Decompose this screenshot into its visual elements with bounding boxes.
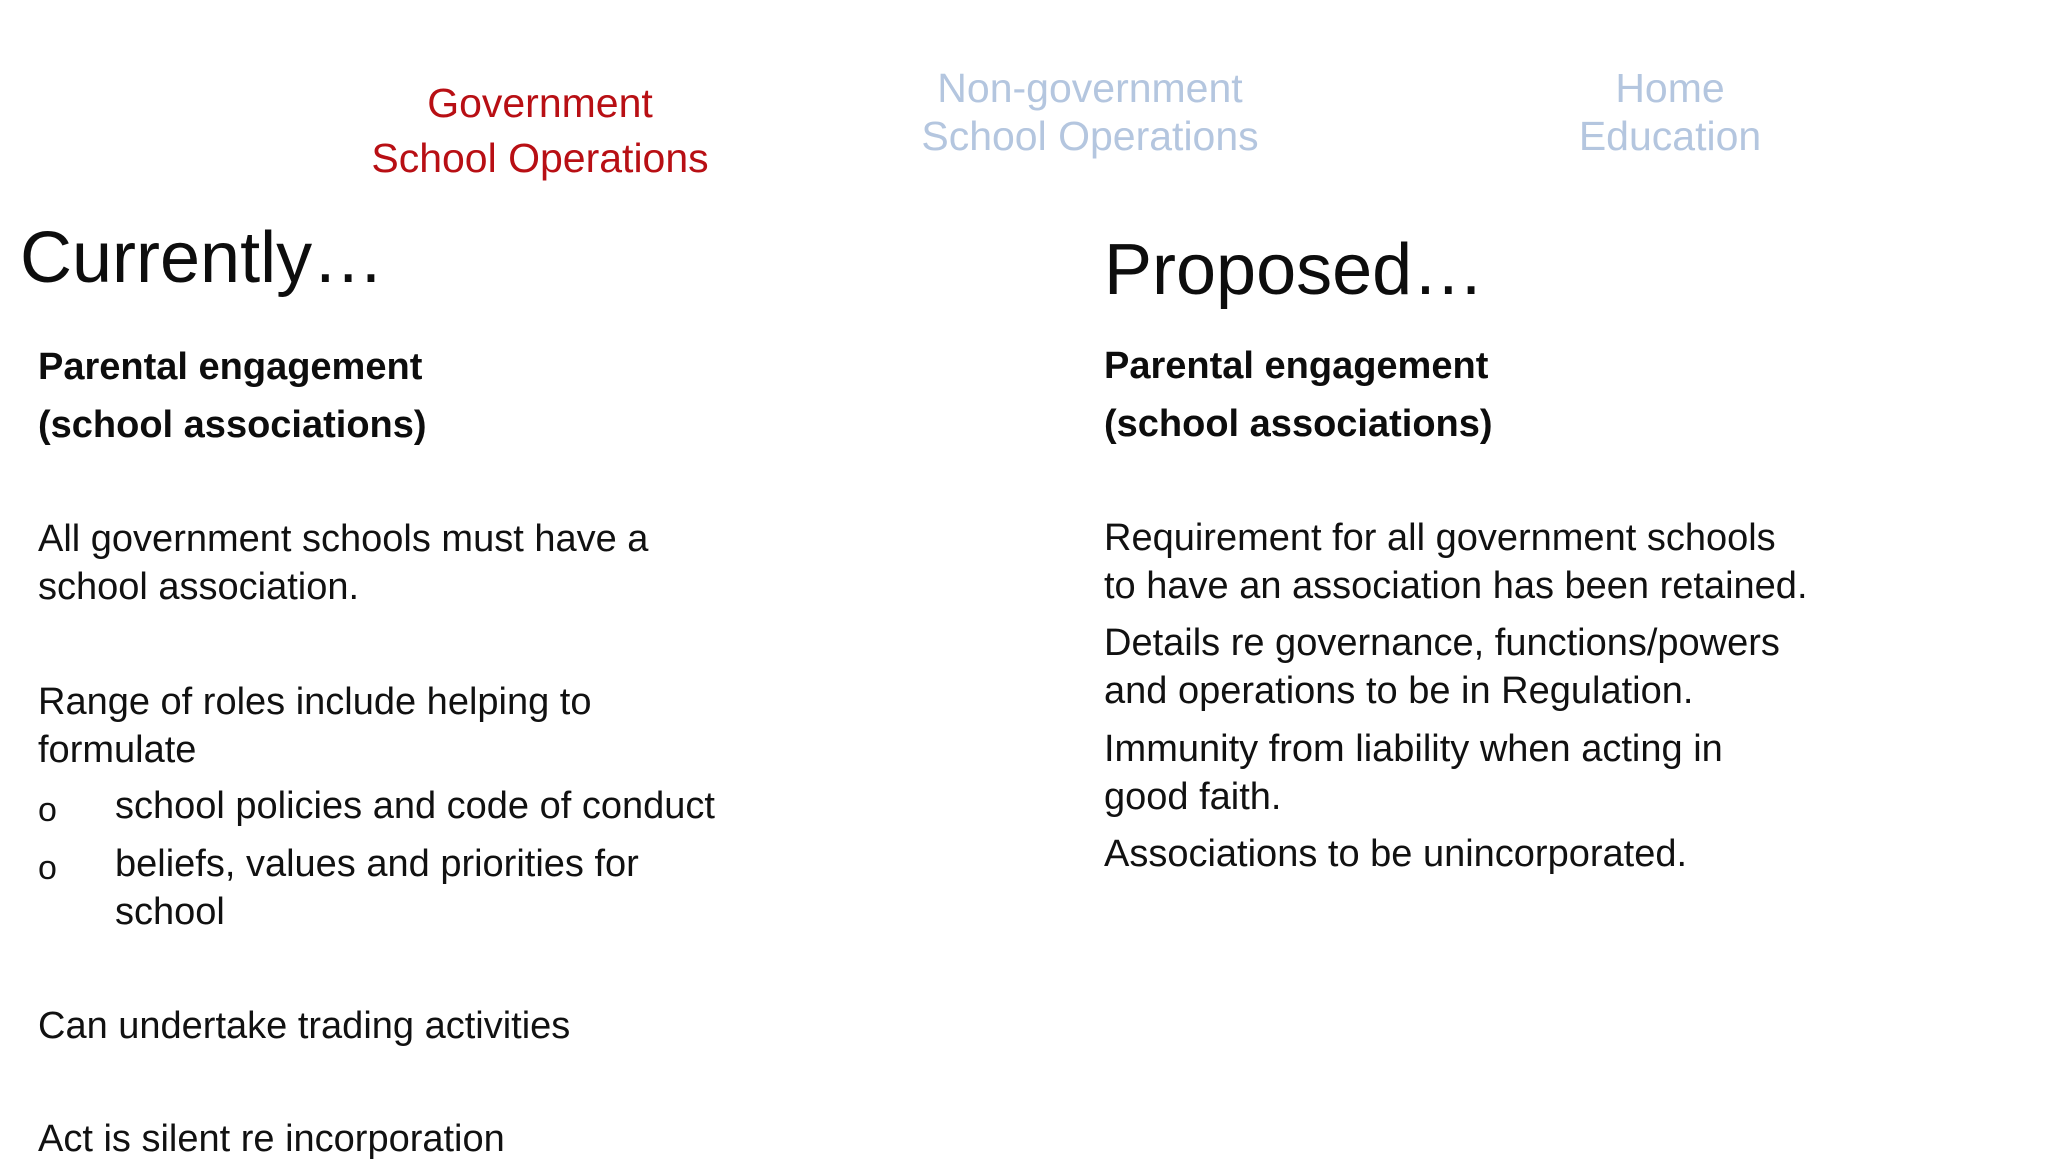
list-item-text (115, 840, 639, 936)
current-p2-line-2: formulate (38, 729, 197, 771)
tab-home-line-2: Education (1578, 113, 1762, 159)
list-item-line-2: school (115, 891, 225, 933)
current-subheading (38, 338, 427, 454)
tab-home-line-1: Home (1615, 65, 1725, 111)
tab-government-school-operations[interactable] (340, 76, 740, 186)
proposed-paragraph-unincorporated: Associations to be unincorporated. (1104, 833, 1688, 875)
list-item-line-1: beliefs, values and priorities for (115, 843, 639, 885)
list-item-text: school policies and code of conduct (115, 785, 715, 827)
tab-non-government-line-1: Non-government (937, 65, 1243, 111)
current-subheading-line-1: Parental engagement (38, 346, 423, 388)
proposed-p2-line-2: and operations to be in Regulation. (1104, 670, 1694, 712)
bullet-circle-icon: o (38, 791, 57, 829)
proposed-p3-line-1: Immunity from liability when acting in (1104, 728, 1723, 770)
tab-home-education[interactable] (1500, 64, 1840, 160)
proposed-subheading-line-1: Parental engagement (1104, 345, 1489, 387)
current-paragraph-incorporation: Act is silent re incorporation (38, 1118, 505, 1160)
current-p1-line-2: school association. (38, 566, 360, 608)
current-subheading-line-2: (school associations) (38, 404, 427, 446)
proposed-paragraph-immunity (1104, 725, 1723, 821)
proposed-p1-line-1: Requirement for all government schools (1104, 517, 1776, 559)
proposed-paragraph-governance (1104, 619, 1780, 715)
bullet-circle-icon: o (38, 849, 57, 887)
proposed-subheading-line-2: (school associations) (1104, 403, 1493, 445)
current-p2-line-1: Range of roles include helping to (38, 681, 592, 723)
tab-non-government-school-operations[interactable] (890, 64, 1290, 160)
proposed-p1-line-2: to have an association has been retained. (1104, 565, 1808, 607)
tab-government-line-2: School Operations (371, 135, 709, 181)
tab-non-government-line-2: School Operations (921, 113, 1259, 159)
proposed-p2-line-1: Details re governance, functions/powers (1104, 622, 1780, 664)
proposed-heading: Proposed… (1104, 230, 1485, 310)
currently-heading: Currently… (20, 218, 385, 298)
current-paragraph-trading: Can undertake trading activities (38, 1005, 571, 1047)
proposed-p3-line-2: good faith. (1104, 776, 1282, 818)
current-paragraph-roles (38, 678, 592, 774)
current-p1-line-1: All government schools must have a (38, 518, 649, 560)
proposed-paragraph-requirement (1104, 514, 1808, 610)
proposed-subheading (1104, 337, 1493, 453)
tab-government-line-1: Government (427, 80, 653, 126)
current-paragraph-association-required (38, 515, 648, 611)
